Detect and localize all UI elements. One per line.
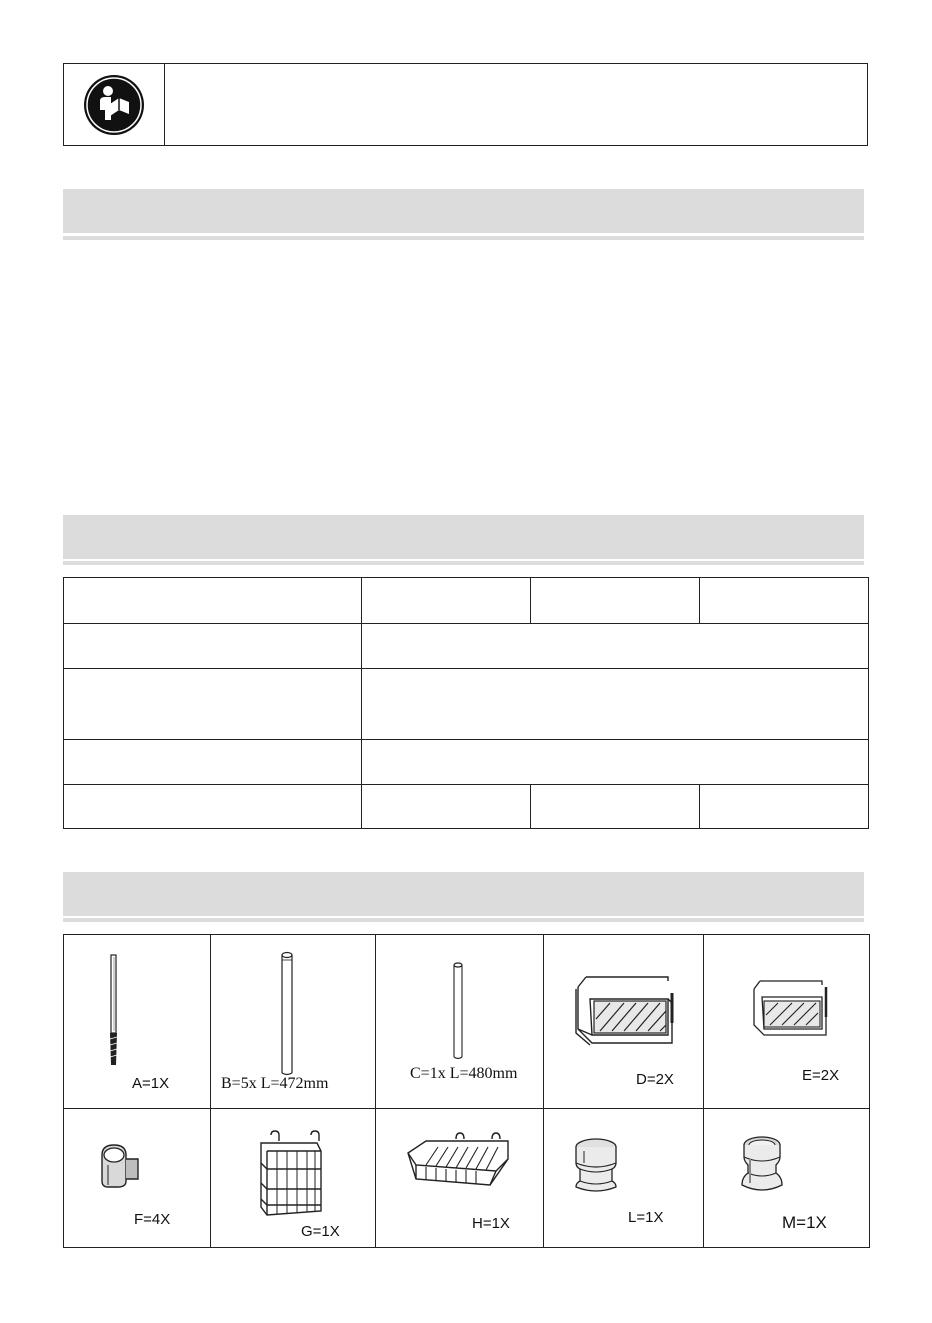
part-cell-g xyxy=(211,1109,376,1248)
part-label-f: F=4X xyxy=(134,1211,171,1228)
notice-text xyxy=(165,64,867,145)
table-cell xyxy=(64,578,362,624)
part-cell-m xyxy=(704,1109,870,1248)
section-header-2 xyxy=(63,515,864,559)
tall-wire-basket-icon xyxy=(255,1129,327,1221)
table-cell xyxy=(64,669,362,740)
read-manual-icon xyxy=(83,74,145,136)
part-cell-b xyxy=(211,935,376,1109)
part-label-g: G=1X xyxy=(301,1223,340,1240)
table-cell xyxy=(531,785,700,829)
table-cell xyxy=(362,578,531,624)
parts-table xyxy=(63,934,870,1248)
part-label-c: C=1x L=480mm xyxy=(410,1065,518,1082)
table-cell xyxy=(362,785,531,829)
table-cell xyxy=(700,578,869,624)
table-row xyxy=(64,740,869,785)
table-cell xyxy=(362,740,869,785)
part-cell-f xyxy=(64,1109,211,1248)
table-cell xyxy=(64,624,362,669)
part-cell-d xyxy=(544,935,704,1109)
part-label-b: B=5x L=472mm xyxy=(221,1075,329,1092)
table-row xyxy=(64,785,869,829)
part-label-m: M=1X xyxy=(782,1213,827,1232)
wire-basket-small-icon xyxy=(750,977,830,1039)
part-label-e: E=2X xyxy=(802,1067,840,1084)
end-cap-icon xyxy=(572,1137,620,1197)
table-cell xyxy=(700,785,869,829)
wire-basket-icon xyxy=(572,973,682,1047)
table-cell xyxy=(64,740,362,785)
part-cell-h xyxy=(376,1109,544,1248)
section-divider-3 xyxy=(63,918,864,922)
table-row xyxy=(64,1109,870,1248)
table-row xyxy=(64,935,870,1109)
clamp-icon xyxy=(98,1141,142,1189)
end-cap-large-icon xyxy=(738,1135,786,1197)
part-cell-e xyxy=(704,935,870,1109)
section-divider-1 xyxy=(63,236,864,240)
table-cell xyxy=(362,624,869,669)
tube-icon xyxy=(450,961,466,1061)
table-row xyxy=(64,624,869,669)
part-label-l: L=1X xyxy=(628,1209,664,1226)
section-header-3 xyxy=(63,872,864,916)
part-label-d: D=2X xyxy=(636,1071,674,1088)
part-cell-a xyxy=(64,935,211,1109)
spec-table xyxy=(63,577,869,829)
part-cell-c xyxy=(376,935,544,1109)
notice-icon-cell xyxy=(64,64,165,145)
table-cell xyxy=(531,578,700,624)
section-header-1 xyxy=(63,189,864,233)
table-row xyxy=(64,578,869,624)
tube-icon xyxy=(277,951,297,1077)
table-cell xyxy=(362,669,869,740)
part-label-h: H=1X xyxy=(472,1215,510,1232)
notice-box xyxy=(63,63,868,146)
section-divider-2 xyxy=(63,561,864,565)
table-cell xyxy=(64,785,362,829)
part-cell-l xyxy=(544,1109,704,1248)
part-label-a: A=1X xyxy=(132,1075,170,1092)
soap-dish-icon xyxy=(404,1129,514,1193)
table-row xyxy=(64,669,869,740)
threaded-rod-icon xyxy=(104,953,124,1073)
